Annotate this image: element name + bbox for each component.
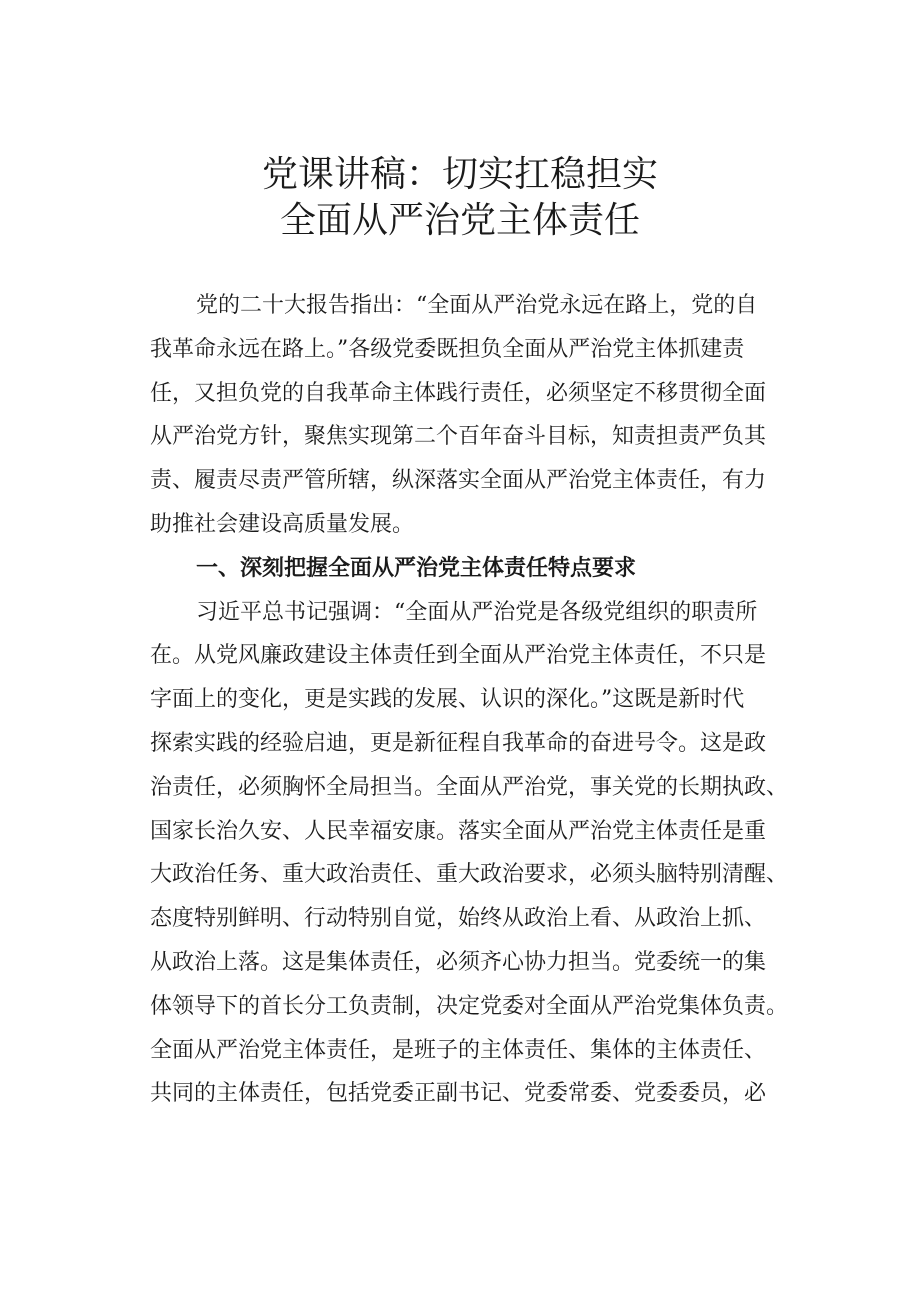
paragraph-line: 全面从严治党主体责任，是班子的主体责任、集体的主体责任、 — [150, 1037, 767, 1063]
document-body — [150, 284, 815, 1116]
paragraph-intro — [150, 284, 815, 547]
paragraph-line: 任，又担负党的自我革命主体践行责任，必须坚定不移贯彻全面 — [150, 380, 767, 406]
paragraph-line: 党的二十大报告指出：“全面从严治党永远在路上，党的自 — [196, 293, 758, 318]
paragraph-line: 治责任，必须胸怀全局担当。全面从严治党，事关党的长期执政、 — [150, 774, 789, 800]
paragraph-line: 共同的主体责任，包括党委正副书记、党委常委、党委委员，必 — [150, 1081, 767, 1107]
paragraph-line: 字面上的变化，更是实践的发展、认识的深化。”这既是新时代 — [150, 687, 745, 713]
paragraph-section-1 — [150, 591, 815, 1117]
paragraph-line: 从严治党方针，聚焦实现第二个百年奋斗目标，知责担责严负其 — [150, 424, 767, 450]
paragraph-line: 探索实践的经验启迪，更是新征程自我革命的奋进号令。这是政 — [150, 730, 767, 756]
paragraph-line: 在。从党风廉政建设主体责任到全面从严治党主体责任，不只是 — [150, 643, 767, 669]
paragraph-line: 态度特别鲜明、行动特别自觉，始终从政治上看、从政治上抓、 — [150, 906, 767, 932]
title-line-1: 党课讲稿：切实扛稳担实 — [261, 154, 658, 195]
paragraph-line: 大政治任务、重大政治责任、重大政治要求，必须头脑特别清醒、 — [150, 862, 789, 888]
paragraph-line: 从政治上落。这是集体责任，必须齐心协力担当。党委统一的集 — [150, 949, 767, 975]
document-title — [0, 152, 920, 244]
section-heading: 一、深刻把握全面从严治党主体责任特点要求 — [196, 555, 637, 581]
paragraph-line: 习近平总书记强调：“全面从严治党是各级党组织的职责所 — [196, 599, 758, 625]
paragraph-line: 体领导下的首长分工负责制，决定党委对全面从严治党集体负责。 — [150, 993, 789, 1019]
title-line-2: 全面从严治党主体责任 — [279, 200, 640, 241]
paragraph-line: 责、履责尽责严管所辖，纵深落实全面从严治党主体责任，有力 — [150, 468, 767, 494]
paragraph-line: 国家长治久安、人民幸福安康。落实全面从严治党主体责任是重 — [150, 818, 767, 844]
paragraph-line: 助推社会建设高质量发展。 — [150, 511, 415, 537]
paragraph-line: 我革命永远在路上。”各级党委既担负全面从严治党主体抓建责 — [150, 336, 745, 362]
